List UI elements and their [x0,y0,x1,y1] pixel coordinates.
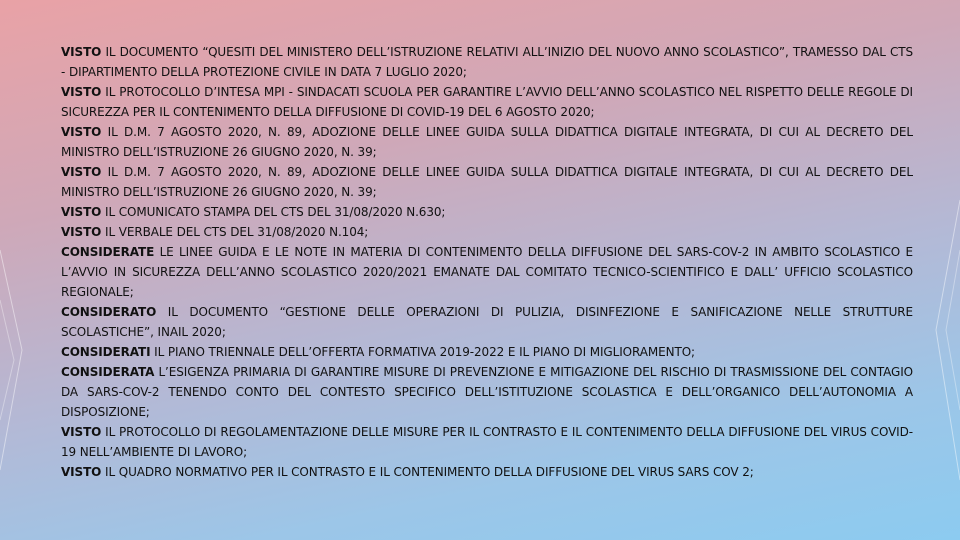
paragraph-text: IL PIANO TRIENNALE DELL’OFFERTA FORMATIVA 2019-2022 E IL PIANO DI MIGLIORAMENTO; [150,345,695,359]
paragraph-text: IL DOCUMENTO “QUESITI DEL MINISTERO DELL’ISTRUZIONE RELATIVI ALL’INIZIO DEL NUOVO ANNO SCOLASTICO”, TRAMESSO DAL CTS - DIPARTIMENTO DELLA PROTEZIONE CIVILE IN DATA 7 LUGLIO 2020; [61,45,913,79]
paragraph-text: IL D.M. 7 AGOSTO 2020, N. 89, ADOZIONE DELLE LINEE GUIDA SULLA DIDATTICA DIGITALE INTEGRATA, DI CUI AL DECRETO DEL MINISTRO DELL’ISTRUZIONE 26 GIUGNO 2020, N. 39; [61,125,913,159]
paragraph-keyword: VISTO [61,165,102,179]
paragraph-9 [61,342,913,362]
paragraph-7 [61,242,913,302]
paragraph-10 [61,362,913,422]
paragraph-keyword: VISTO [61,225,102,239]
paragraph-text: IL PROTOCOLLO D’INTESA MPI - SINDACATI SCUOLA PER GARANTIRE L’AVVIO DELL’ANNO SCOLASTICO NEL RISPETTO DELLE REGOLE DI SICUREZZA PER IL CONTENIMENTO DELLA DIFFUSIONE DI COVID-19 DEL 6 AGOSTO 2020; [61,85,913,119]
right-decorative-lines [920,0,960,540]
paragraph-5 [61,202,913,222]
paragraph-4 [61,162,913,202]
paragraph-text: IL VERBALE DEL CTS DEL 31/08/2020 N.104; [101,225,369,239]
document-body [61,42,913,482]
paragraph-keyword: VISTO [61,85,102,99]
paragraph-6 [61,222,913,242]
paragraph-text: LE LINEE GUIDA E LE NOTE IN MATERIA DI CONTENIMENTO DELLA DIFFUSIONE DEL SARS-COV-2 IN AMBITO SCOLASTICO E L’AVVIO IN SICUREZZA DELL’ANNO SCOLASTICO 2020/2021 EMANATE DAL COMITATO TECNICO-SCIENTIFICO E DALL’ UFFICIO SCOLASTICO REGIONALE; [61,245,913,299]
paragraph-keyword: VISTO [61,425,102,439]
paragraph-text: L’ESIGENZA PRIMARIA DI GARANTIRE MISURE DI PREVENZIONE E MITIGAZIONE DEL RISCHIO DI TRASMISSIONE DEL CONTAGIO DA SARS-COV-2 TENENDO CONTO DEL CONTESTO SPECIFICO DELL’ISTITUZIONE SCOLASTICA E DELL’ORGANICO DELL’AUTONOMIA A DISPOSIZIONE; [61,365,913,419]
paragraph-keyword: CONSIDERATE [61,245,155,259]
paragraph-8 [61,302,913,342]
paragraph-11 [61,422,913,462]
paragraph-text: IL QUADRO NORMATIVO PER IL CONTRASTO E IL CONTENIMENTO DELLA DIFFUSIONE DEL VIRUS SARS COV 2; [101,465,754,479]
paragraph-3 [61,122,913,162]
paragraph-2 [61,82,913,122]
paragraph-text: IL DOCUMENTO “GESTIONE DELLE OPERAZIONI DI PULIZIA, DISINFEZIONE E SANIFICAZIONE NELLE STRUTTURE SCOLASTICHE”, INAIL 2020; [61,305,913,339]
paragraph-keyword: VISTO [61,45,102,59]
paragraph-keyword: VISTO [61,125,102,139]
paragraph-keyword: VISTO [61,205,102,219]
paragraph-12 [61,462,913,482]
paragraph-text: IL D.M. 7 AGOSTO 2020, N. 89, ADOZIONE DELLE LINEE GUIDA SULLA DIDATTICA DIGITALE INTEGRATA, DI CUI AL DECRETO DEL MINISTRO DELL’ISTRUZIONE 26 GIUGNO 2020, N. 39; [61,165,913,199]
paragraph-1 [61,42,913,82]
paragraph-keyword: CONSIDERATI [61,345,151,359]
paragraph-keyword: CONSIDERATO [61,305,157,319]
paragraph-keyword: VISTO [61,465,102,479]
paragraph-text: IL PROTOCOLLO DI REGOLAMENTAZIONE DELLE MISURE PER IL CONTRASTO E IL CONTENIMENTO DELLA DIFFUSIONE DEL VIRUS COVID-19 NELL’AMBIENTE DI LAVORO; [61,425,913,459]
paragraph-keyword: CONSIDERATA [61,365,155,379]
paragraph-text: IL COMUNICATO STAMPA DEL CTS DEL 31/08/2020 N.630; [101,205,446,219]
left-decorative-lines [0,0,40,540]
